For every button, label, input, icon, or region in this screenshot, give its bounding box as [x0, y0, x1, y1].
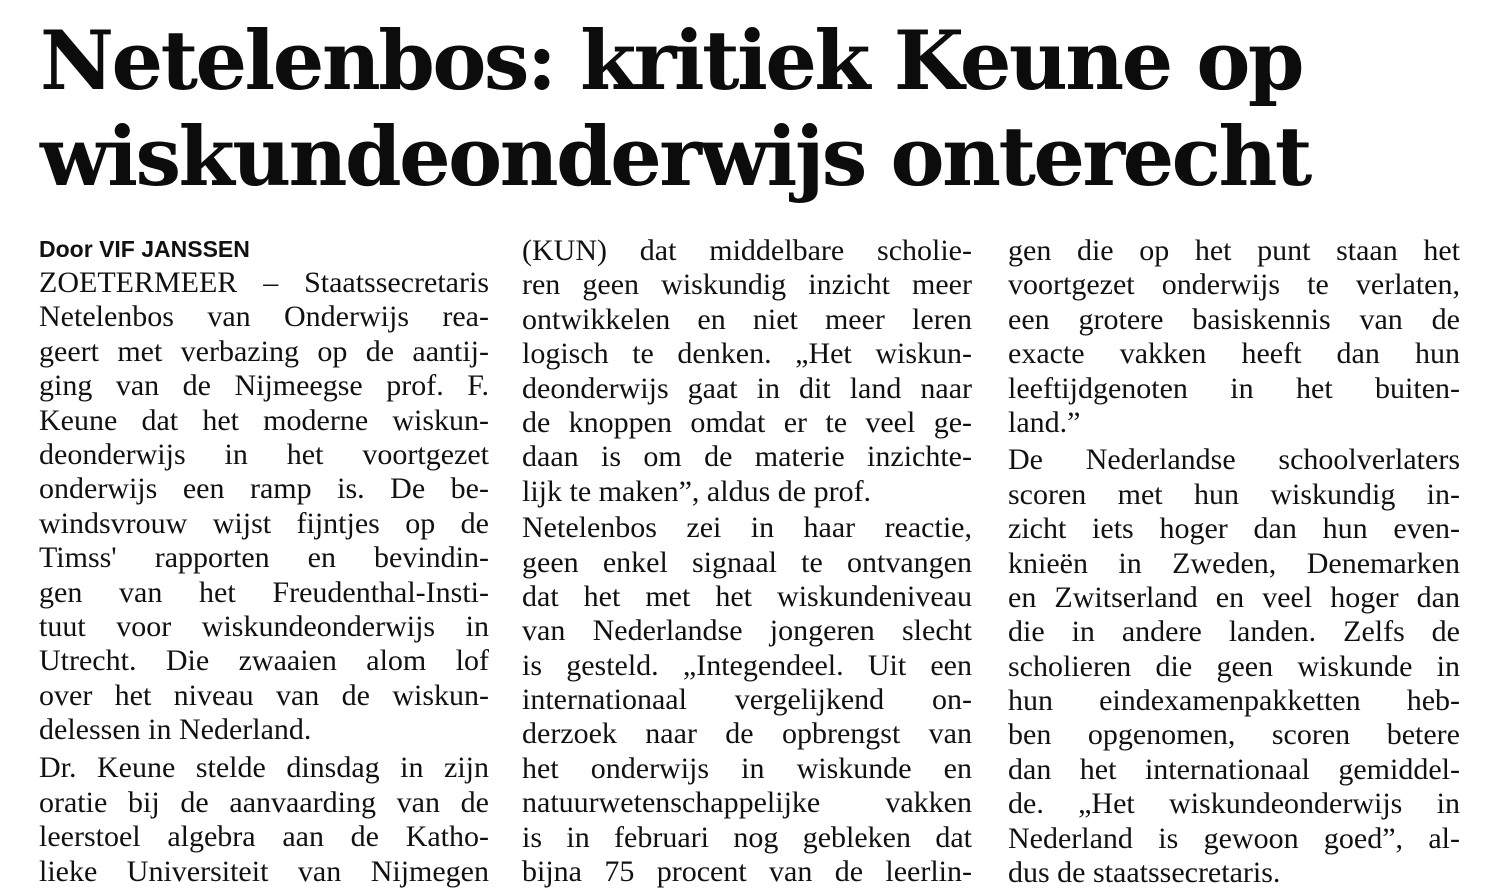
column-2-line: het onderwijs in wiskunde en: [522, 751, 972, 785]
byline: [39, 234, 489, 266]
column-1-line: deonderwijs in het voortgezet: [39, 437, 489, 471]
column-1-line: geert met verbazing op de aantij-: [39, 334, 489, 368]
column-3-line: zicht iets hoger dan hun even-: [1008, 512, 1460, 546]
column-3-line: land.”: [1008, 405, 1081, 439]
column-2-line: is in februari nog gebleken dat: [522, 820, 972, 854]
column-1-line: over het niveau van de wiskun-: [39, 678, 489, 712]
column-3-line: knieën in Zweden, Denemarken: [1008, 546, 1460, 580]
column-3-line: scholieren die geen wiskunde in: [1008, 649, 1460, 683]
column-1-line: Utrecht. Die zwaaien alom lof: [39, 644, 489, 678]
column-1-line: Keune dat het moderne wiskun-: [39, 403, 489, 437]
column-1-line: leerstoel algebra aan de Katho-: [39, 820, 489, 854]
column-1-line: ging van de Nijmeegse prof. F.: [39, 369, 489, 403]
column-2-line: lijk te maken”, aldus de prof.: [522, 474, 872, 508]
column-2-line: deonderwijs gaat in dit land naar: [522, 371, 972, 405]
column-3-line: gen die op het punt staan het: [1008, 234, 1460, 267]
byline-author: VIF JANSSEN: [99, 236, 250, 262]
column-3-line: dus de staatssecretaris.: [1008, 856, 1281, 890]
column-1-line: Dr. Keune stelde dinsdag in zijn: [39, 751, 489, 785]
column-3-line: scoren met hun wiskundig in-: [1008, 477, 1460, 511]
column-2-line: derzoek naar de opbrengst van: [522, 717, 972, 751]
column-1-line: tuut voor wiskundeonderwijs in: [39, 609, 489, 643]
column-2-line: de knoppen omdat er te veel ge-: [522, 405, 972, 439]
column-1-line: oratie bij de aanvaarding van de: [39, 785, 489, 819]
column-3-line: leeftijdgenoten in het buiten-: [1008, 371, 1460, 405]
column-1-line: delessen in Nederland.: [39, 713, 312, 747]
column-1-line: windsvrouw wijst fijntjes op de: [39, 506, 489, 540]
column-3-line: een grotere basiskennis van de: [1008, 302, 1460, 336]
column-1-line: Netelenbos van Onderwijs rea-: [39, 300, 489, 334]
article-column-1: [39, 234, 489, 889]
column-2-line: van Nederlandse jongeren slecht: [522, 614, 972, 648]
byline-prefix: Door: [39, 236, 100, 262]
headline-line-2: wiskundeonderwijs onterecht: [40, 110, 1310, 205]
column-1-line: lieke Universiteit van Nijmegen: [39, 854, 489, 888]
article-column-3: [1008, 234, 1460, 890]
column-3-line: en Zwitserland en veel hoger dan: [1008, 580, 1460, 614]
column-3-line: ben opgenomen, scoren betere: [1008, 718, 1460, 752]
column-2-line: ren geen wiskundig inzicht meer: [522, 268, 972, 302]
column-2-line: internationaal vergelijkend on-: [522, 683, 972, 717]
article-column-2: [522, 234, 972, 889]
column-2-line: dat het met het wiskundeniveau: [522, 579, 972, 613]
column-3-line: De Nederlandse schoolverlaters: [1008, 443, 1460, 477]
column-2-line: daan is om de materie inzichte-: [522, 440, 972, 474]
column-3-line: Nederland is gewoon goed”, al-: [1008, 821, 1460, 855]
column-3-line: dan het internationaal gemiddel-: [1008, 752, 1460, 786]
column-3-line: exacte vakken heeft dan hun: [1008, 337, 1460, 371]
headline: [40, 14, 1310, 206]
column-3-line: hun eindexamenpakketten heb-: [1008, 684, 1460, 718]
column-3-line: de. „Het wiskundeonderwijs in: [1008, 787, 1460, 821]
column-2-line: geen enkel signaal te ontvangen: [522, 545, 972, 579]
column-1-line: gen van het Freudenthal-Insti-: [39, 575, 489, 609]
column-2-line: natuurwetenschappelijke vakken: [522, 786, 972, 820]
column-2-line: is gesteld. „Integendeel. Uit een: [522, 648, 972, 682]
column-2-line: Netelenbos zei in haar reactie,: [522, 511, 972, 545]
column-2-line: logisch te denken. „Het wiskun-: [522, 337, 972, 371]
column-1-line: ZOETERMEER – Staatssecretaris: [39, 266, 489, 299]
column-1-line: onderwijs een ramp is. De be-: [39, 472, 489, 506]
column-2-line: bijna 75 procent van de leerlin-: [522, 855, 972, 889]
column-3-line: voortgezet onderwijs te verlaten,: [1008, 268, 1460, 302]
column-3-line: die in andere landen. Zelfs de: [1008, 615, 1460, 649]
column-1-line: Timss' rapporten en bevindin-: [39, 541, 489, 575]
column-2-line: (KUN) dat middelbare scholie-: [522, 234, 972, 267]
column-2-line: ontwikkelen en niet meer leren: [522, 302, 972, 336]
headline-line-1: Netelenbos: kritiek Keune op: [40, 14, 1303, 109]
